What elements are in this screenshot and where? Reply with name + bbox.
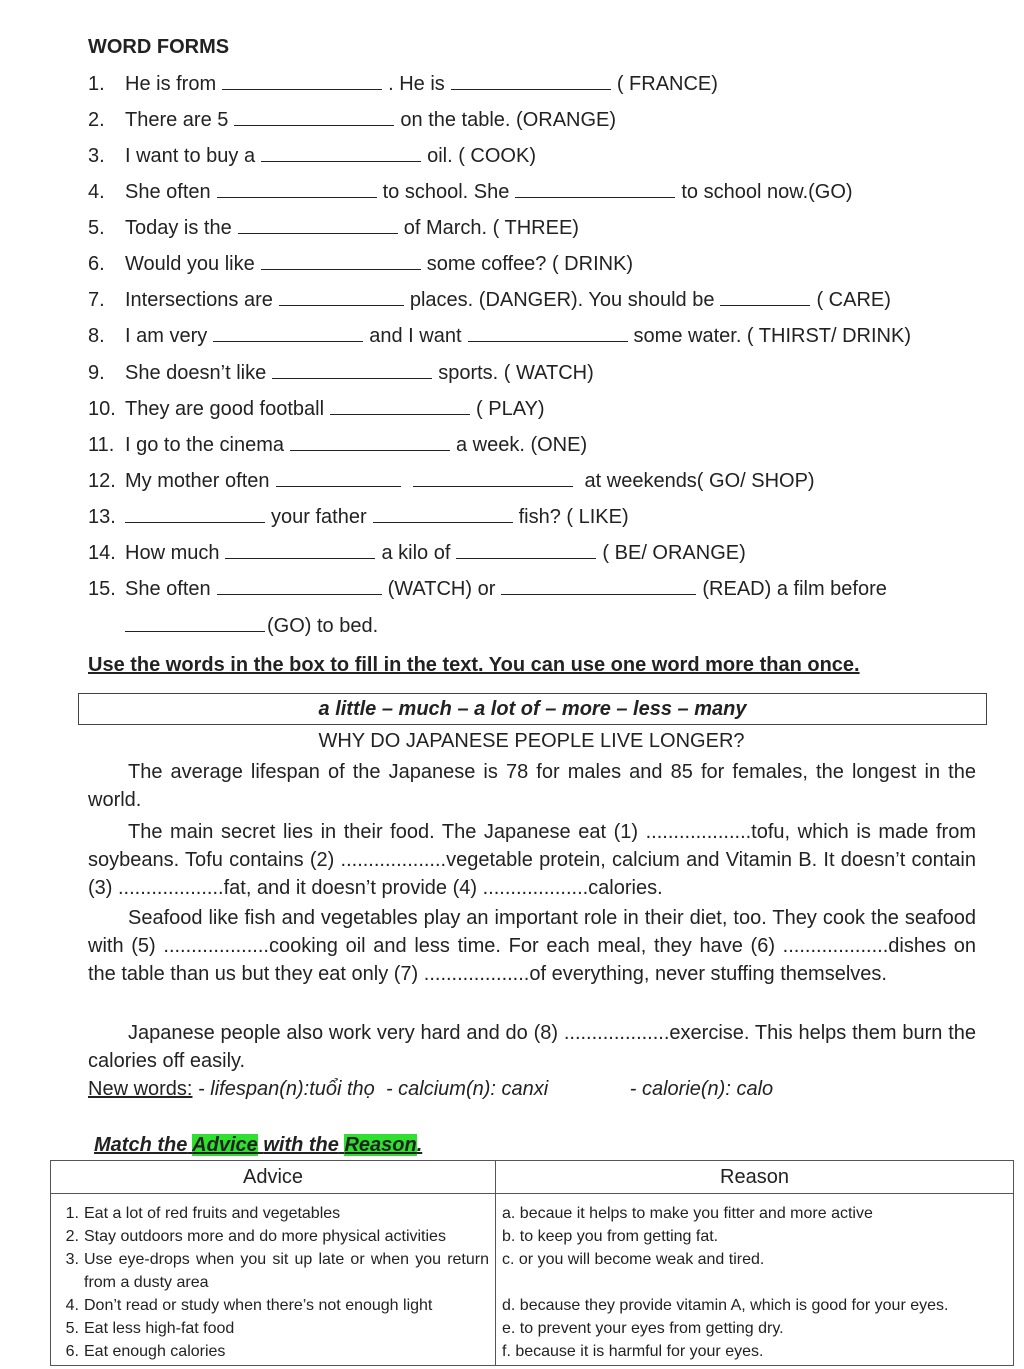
item-number: 4. — [88, 181, 105, 203]
paragraph-text: The main secret lies in their food. The Japanese eat (1) ...................tofu, which is made from soybeans. Tofu contains (2) ...................vegetable protein, calcium and Vitamin B. It doesn’t contain (3) ...................fat, and it doesn’t provide (4) ...................calories. — [88, 821, 976, 899]
item-text: They are good football — [125, 398, 325, 420]
column-header-reason: Reason — [496, 1161, 1014, 1194]
item-text: some water. ( THIRST/ DRINK) — [633, 325, 911, 347]
advice-item: 1. Eat a lot of red fruits and vegetables — [65, 1205, 341, 1222]
item-hint: ( CARE) — [816, 289, 891, 311]
vocab-item: - calcium(n): canxi — [385, 1078, 549, 1100]
item-number: 14. — [88, 542, 116, 564]
item-number: 8. — [88, 325, 105, 347]
answer-blank[interactable] — [234, 109, 394, 126]
answer-blank[interactable] — [272, 362, 432, 379]
answer-blank[interactable] — [720, 289, 810, 306]
match-heading — [94, 1134, 422, 1157]
reason-spacer — [502, 1271, 1007, 1294]
item-text: a kilo of — [381, 542, 451, 564]
item-text: I want to buy a — [125, 145, 256, 167]
answer-blank[interactable] — [279, 289, 404, 306]
exercise-item — [88, 397, 545, 421]
answer-blank[interactable] — [125, 506, 265, 523]
advice-item: 3. Use eye-drops when you sit up late or when you return from a dusty area — [65, 1251, 489, 1291]
paragraph-text: Seafood like fish and vegetables play an important role in their diet, too. They cook the seafood with (5) ...................cooking oil and less time. For each meal, they have (6) ...................dishes on the table than us but they eat only (7) ...................of everything, never stuffing themselves. — [88, 907, 976, 985]
item-number: 7. — [88, 289, 105, 311]
item-text: (WATCH) or — [387, 578, 496, 600]
reason-item: d. because they provide vitamin A, which is good for your eyes. — [502, 1297, 949, 1314]
item-text: . He is — [388, 73, 445, 95]
advice-item: 5. Eat less high-fat food — [65, 1320, 235, 1337]
item-text: to school. She — [382, 181, 510, 203]
answer-blank[interactable] — [456, 542, 596, 559]
exercise-item — [88, 72, 718, 96]
highlight-advice: Advice — [192, 1134, 258, 1156]
highlight-reason: Reason — [344, 1134, 417, 1156]
answer-blank[interactable] — [276, 470, 401, 487]
answer-blank[interactable] — [125, 615, 265, 632]
item-number: 3. — [88, 145, 105, 167]
item-number: 10. — [88, 398, 116, 420]
reason-item: b. to keep you from getting fat. — [502, 1228, 719, 1245]
new-words — [88, 1078, 773, 1101]
item-text: of March. ( THREE) — [403, 217, 579, 239]
instruction-heading: Use the words in the box to fill in the text. You can use one word more than once. — [88, 654, 860, 676]
item-text: (GO) to bed. — [267, 615, 379, 637]
item-text: My mother often — [125, 470, 270, 492]
item-number: 1. — [88, 73, 105, 95]
item-number: 5. — [88, 217, 105, 239]
item-hint: ( PLAY) — [476, 398, 545, 420]
item-hint: ( BE/ ORANGE) — [602, 542, 746, 564]
answer-blank[interactable] — [468, 325, 628, 342]
item-text: (READ) a film before — [702, 578, 887, 600]
new-words-label: New words: — [88, 1078, 193, 1100]
match-text: Match the — [94, 1134, 188, 1156]
answer-blank[interactable] — [261, 145, 421, 162]
exercise-item — [88, 252, 633, 276]
exercise-item — [88, 216, 579, 240]
answer-blank[interactable] — [330, 398, 470, 415]
matching-table — [50, 1160, 1014, 1366]
answer-blank[interactable] — [451, 73, 611, 90]
column-header-advice: Advice — [51, 1161, 496, 1194]
item-number: 9. — [88, 362, 105, 384]
word-box: a little – much – a lot of – more – less – many — [78, 693, 987, 725]
exercise-item — [88, 144, 536, 168]
item-number: 15. — [88, 578, 116, 600]
answer-blank[interactable] — [217, 181, 377, 198]
item-text: your father — [271, 506, 367, 528]
item-text: to school now.(GO) — [681, 181, 853, 203]
exercise-item — [88, 180, 853, 204]
answer-blank[interactable] — [290, 434, 450, 451]
answer-blank[interactable] — [238, 217, 398, 234]
advice-column — [51, 1194, 496, 1366]
reading-title: WHY DO JAPANESE PEOPLE LIVE LONGER? — [318, 730, 745, 752]
item-text: sports. ( WATCH) — [438, 362, 594, 384]
item-number: 12. — [88, 470, 116, 492]
item-text: I go to the cinema — [125, 434, 284, 456]
paragraph — [88, 818, 976, 902]
item-text: places. (DANGER). You should be — [409, 289, 715, 311]
answer-blank[interactable] — [217, 578, 382, 595]
exercise-item — [88, 108, 616, 132]
item-number: 6. — [88, 253, 105, 275]
vocab-item: - calorie(n): calo — [629, 1078, 774, 1100]
item-text: fish? ( LIKE) — [518, 506, 629, 528]
item-text: She often — [125, 578, 211, 600]
paragraph — [88, 1019, 976, 1075]
paragraph — [88, 904, 976, 988]
reason-item: e. to prevent your eyes from getting dry. — [502, 1320, 784, 1337]
item-text: some coffee? ( DRINK) — [426, 253, 634, 275]
exercise-item — [88, 288, 891, 312]
item-text: She doesn’t like — [125, 362, 267, 384]
item-text: He is from — [125, 73, 217, 95]
reason-item: c. or you will become weak and tired. — [502, 1251, 765, 1268]
item-number: 13. — [88, 506, 116, 528]
advice-item: 2. Stay outdoors more and do more physical activities — [65, 1228, 446, 1245]
item-text: I am very — [125, 325, 208, 347]
reason-item: f. because it is harmful for your eyes. — [502, 1343, 764, 1360]
item-text: at weekends( GO/ SHOP) — [584, 470, 815, 492]
match-text: . — [416, 1134, 423, 1156]
item-text: Would you like — [125, 253, 255, 275]
exercise-item — [88, 433, 587, 457]
answer-blank[interactable] — [225, 542, 375, 559]
advice-item: 4. Don’t read or study when there’s not enough light — [65, 1297, 433, 1314]
section-title: WORD FORMS — [88, 36, 230, 58]
item-text: Intersections are — [125, 289, 273, 311]
item-number: 11. — [88, 434, 115, 456]
answer-blank[interactable] — [413, 470, 573, 487]
advice-item: 6. Eat enough calories — [65, 1343, 226, 1360]
exercise-item — [88, 361, 594, 385]
match-text: with the — [263, 1134, 339, 1156]
exercise-item — [88, 541, 746, 565]
item-text: Today is the — [125, 217, 232, 239]
item-text: How much — [125, 542, 220, 564]
exercise-item — [88, 469, 815, 493]
answer-blank[interactable] — [501, 578, 696, 595]
answer-blank[interactable] — [515, 181, 675, 198]
answer-blank[interactable] — [261, 253, 421, 270]
paragraph-text: The average lifespan of the Japanese is 78 for males and 85 for females, the longest in the world. — [88, 761, 976, 811]
answer-blank[interactable] — [373, 506, 513, 523]
answer-blank[interactable] — [222, 73, 382, 90]
exercise-item — [88, 577, 887, 601]
paragraph-text: Japanese people also work very hard and do (8) ...................exercise. This helps them burn the calories off easily. — [88, 1022, 976, 1072]
reason-item: a. becaue it helps to make you fitter and more active — [502, 1205, 873, 1222]
item-text: oil. ( COOK) — [427, 145, 536, 167]
item-hint: ( FRANCE) — [616, 73, 718, 95]
item-text: and I want — [369, 325, 462, 347]
exercise-item-continued — [88, 614, 378, 638]
reason-column — [496, 1194, 1014, 1366]
item-text: There are 5 — [125, 109, 229, 131]
item-text: a week. (ONE) — [455, 434, 588, 456]
answer-blank[interactable] — [213, 325, 363, 342]
vocab-item: - lifespan(n):tuổi thọ — [198, 1078, 375, 1100]
item-number: 2. — [88, 109, 105, 131]
exercise-item — [88, 505, 629, 529]
item-text: She often — [125, 181, 211, 203]
item-text: on the table. (ORANGE) — [400, 109, 617, 131]
paragraph — [88, 758, 976, 814]
exercise-item — [88, 324, 911, 348]
